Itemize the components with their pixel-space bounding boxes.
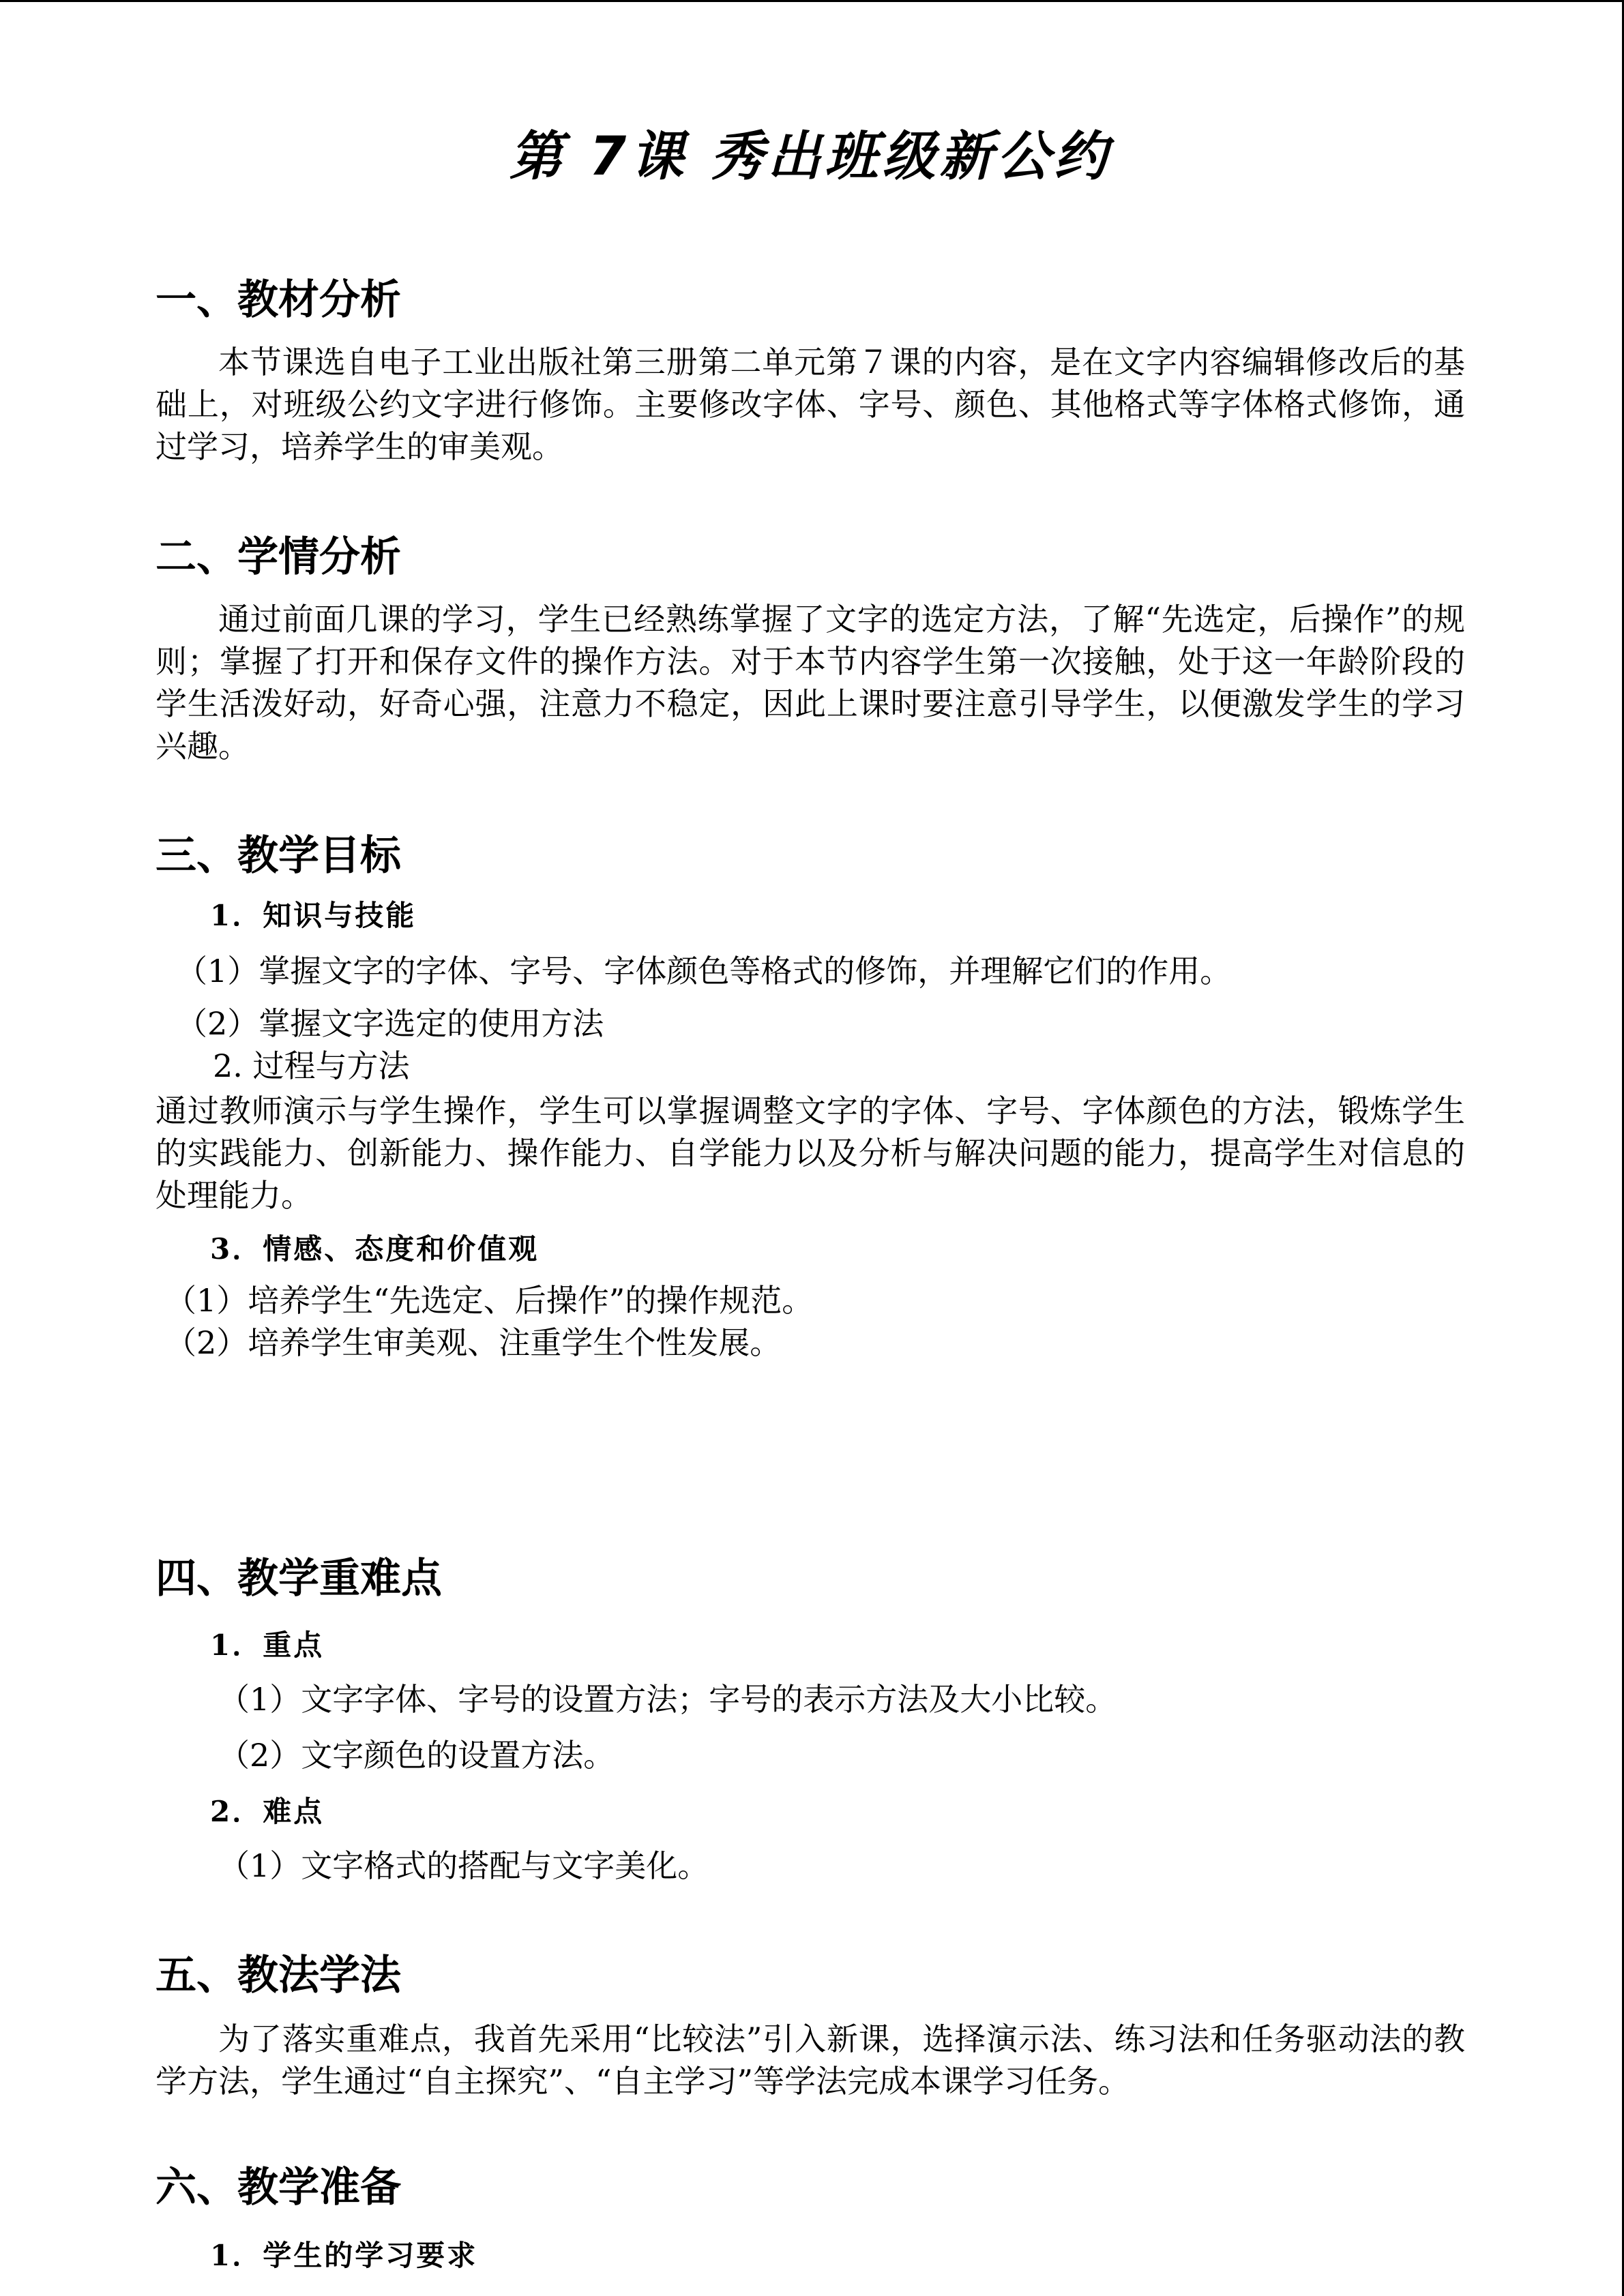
section-paragraph: 本节课选自电子工业出版社第三册第二单元第７课的内容，是在文字内容编辑修改后的基础上，对班级公约文字进行修饰。主要修改字体、字号、颜色、其他格式等字体格式修饰，通过学习，培养学生的审美观。 [156,344,1465,465]
subheading-key-points: 1．重点 [210,1628,325,1662]
section-heading: 四、教学重难点 [156,1555,442,1602]
section-heading: 三、教学目标 [156,832,401,880]
section-heading: 二、学情分析 [156,533,401,581]
section-textbook-analysis [156,273,1465,468]
subheading-knowledge-skills: 1．知识与技能 [210,899,417,932]
list-item: （2）掌握文字选定的使用方法 [176,1005,604,1042]
section-paragraph: 通过前面几课的学习，学生已经熟练掌握了文字的选定方法，了解“先选定，后操作”的规则；掌握了打开和保存文件的操作方法。对于本节内容学生第一次接触，处于这一年龄阶段的学生活泼好动，好奇心强，注意力不稳定，因此上课时要注意引导学生，以便激发学生的学习兴趣。 [156,601,1465,764]
section-paragraph: 通过教师演示与学生操作，学生可以掌握调整文字的字体、字号、字体颜色的方法，锻炼学生的实践能力、创新能力、操作能力、自学能力以及分析与解决问题的能力，提高学生对信息的处理能力。 [156,1092,1465,1214]
list-item: （1）掌握文字的字体、字号、字体颜色等格式的修饰，并理解它们的作用。 [176,953,1232,989]
list-item: （2）文字颜色的设置方法。 [218,1737,615,1774]
section-teaching-preparation [156,2160,1465,2276]
section-key-difficult-points [156,1551,1465,1887]
subheading-attitudes-values: 3．情感、态度和价值观 [210,1232,540,1266]
list-item: （1）文字字体、字号的设置方法；字号的表示方法及大小比较。 [218,1681,1117,1718]
subheading-difficult-points: 2．难点 [210,1795,325,1828]
section-student-analysis [156,530,1465,767]
list-item: （1）文字格式的搭配与文字美化。 [218,1847,709,1884]
section-paragraph: 为了落实重难点，我首先采用“比较法”引入新课，选择演示法、练习法和任务驱动法的教学方法，学生通过“自主探究”、“自主学习”等学法完成本课学习任务。 [156,2021,1465,2100]
section-teaching-methods [156,1948,1465,2102]
subheading-student-requirements: 1．学生的学习要求 [210,2239,478,2272]
section-heading: 一、教材分析 [156,276,401,324]
document-title: 第 7课 秀出班级新公约 [509,126,1112,188]
section-heading: 五、教法学法 [156,1952,401,1999]
subheading-process-methods: 2. 过程与方法 [213,1047,410,1084]
list-item: （1）培养学生“先选定、后操作”的操作规范。 [165,1282,814,1319]
section-teaching-objectives [156,829,1465,1364]
section-heading: 六、教学准备 [156,2164,401,2211]
list-item: （2）培养学生审美观、注重学生个性发展。 [165,1324,782,1361]
